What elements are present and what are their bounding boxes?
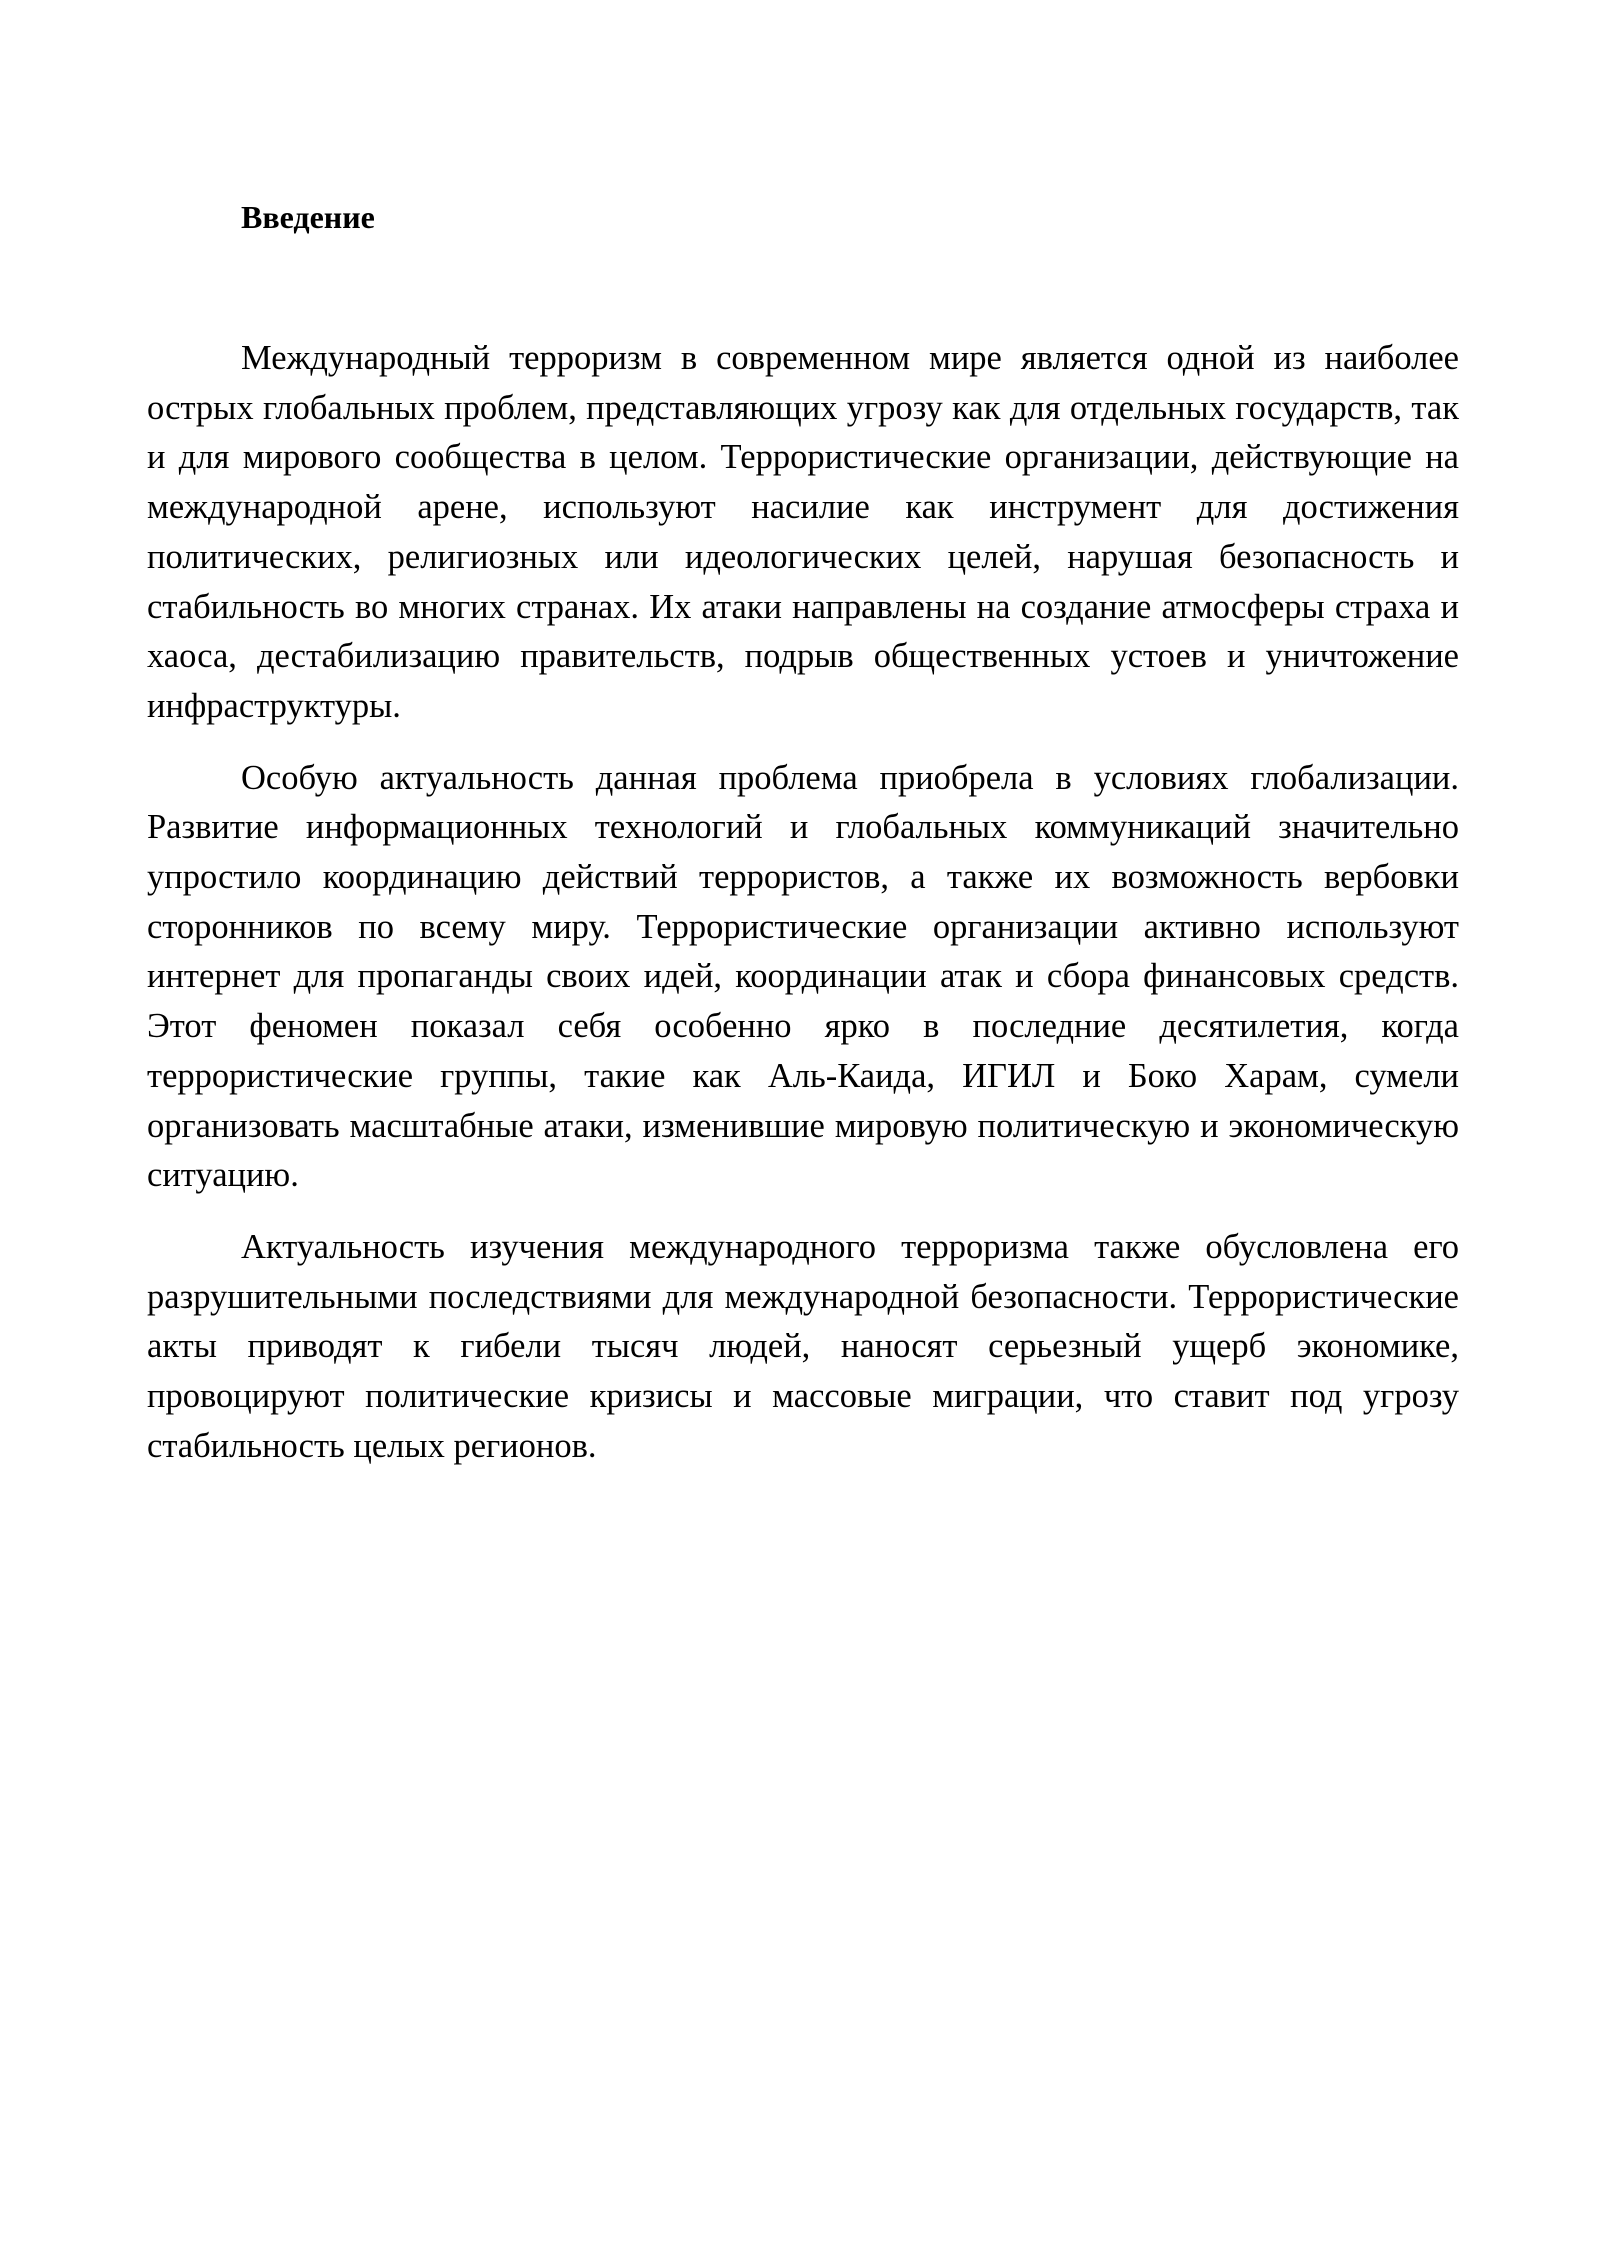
paragraph-2: Особую актуальность данная проблема приобрела в условиях глобализации. Развитие информационных технологий и глобальных коммуникаций значительно упростило координацию действий террористов, а также их возможность вербовки сторонников по всему миру. Террористические организации активно используют интернет для пропаганды своих идей, координации атак и сбора финансовых средств. Этот феномен показал себя особенно ярко в последние десятилетия, когда террористические группы, такие как Аль-Каида, ИГИЛ и Боко Харам, сумели организовать масштабные атаки, изменившие мировую политическую и экономическую ситуацию. [147,758,1459,1195]
section-heading: Введение [241,199,375,235]
body-text [147,334,1459,1471]
paragraph-3: Актуальность изучения международного терроризма также обусловлена его разрушительными последствиями для международной безопасности. Террористические акты приводят к гибели тысяч людей, наносят серьезный ущерб экономике, провоцируют политические кризисы и массовые миграции, что ставит под угрозу стабильность целых регионов. [147,1227,1459,1465]
paragraph-1: Международный терроризм в современном мире является одной из наиболее острых глобальных проблем, представляющих угрозу как для отдельных государств, так и для мирового сообщества в целом. Террористические организации, действующие на международной арене, используют насилие как инструмент для достижения политических, религиозных или идеологических целей, нарушая безопасность и стабильность во многих странах. Их атаки направлены на создание атмосферы страха и хаоса, дестабилизацию правительств, подрыв общественных устоев и уничтожение инфраструктуры. [147,339,1459,725]
